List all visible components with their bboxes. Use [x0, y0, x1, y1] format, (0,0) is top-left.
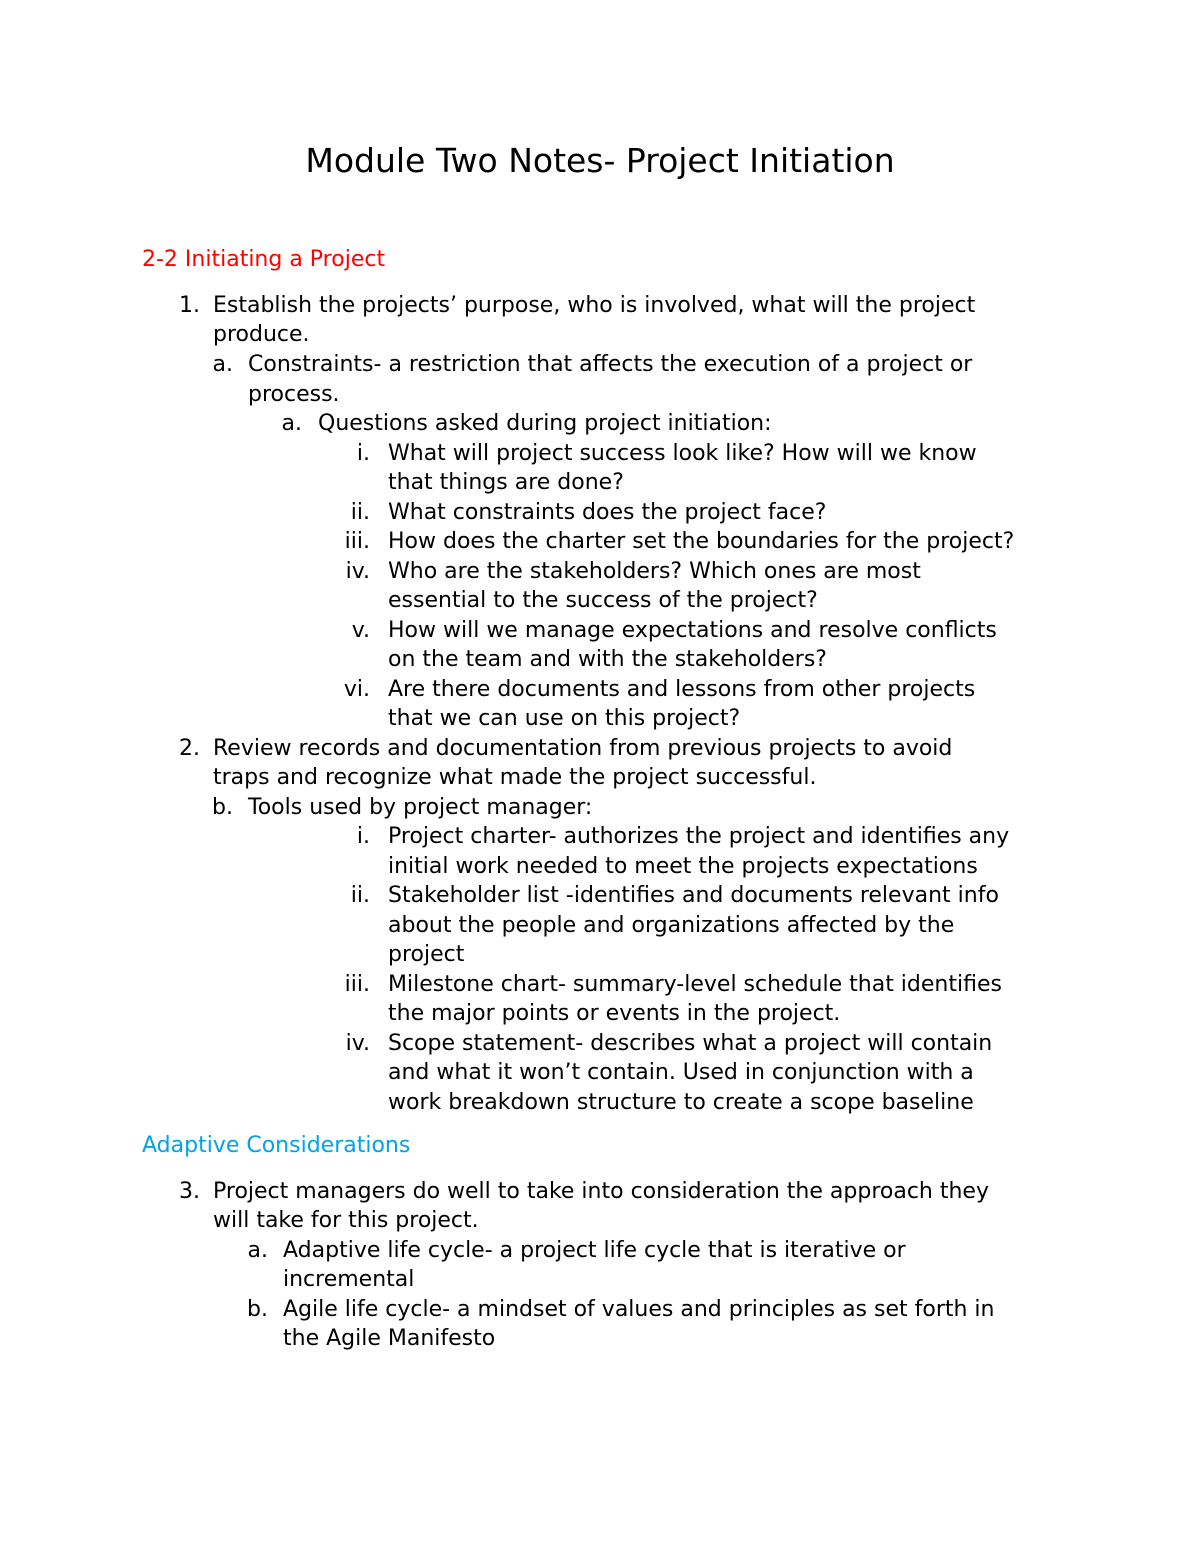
list-item-text: will take for this project.	[213, 1208, 479, 1233]
list-item-text: Constraints- a restriction that affects the execution of a project or	[248, 352, 973, 377]
list-marker: b.	[247, 1297, 268, 1322]
page-title: Module Two Notes- Project Initiation	[305, 141, 895, 180]
section-heading-adaptive: Adaptive Considerations	[142, 1133, 411, 1158]
list-marker: a.	[247, 1238, 268, 1263]
list-marker: i.	[356, 824, 370, 849]
list-item-text: Scope statement- describes what a project will contain	[388, 1031, 993, 1056]
list-item-text: about the people and organizations affected by the	[388, 913, 955, 938]
list-marker: iii.	[344, 972, 370, 997]
list-item-text: Tools used by project manager:	[248, 795, 593, 820]
list-item-text: Milestone chart- summary-level schedule that identifies	[388, 972, 1002, 997]
list-item-text: work breakdown structure to create a scope baseline	[388, 1090, 974, 1115]
list-item-text: What constraints does the project face?	[388, 500, 827, 525]
list-item-text: traps and recognize what made the project successful.	[213, 765, 817, 790]
list-item-text: Adaptive life cycle- a project life cycle that is iterative or	[283, 1238, 906, 1263]
list-marker: v.	[351, 618, 370, 643]
list-item-text: Project charter- authorizes the project and identifies any	[388, 824, 1010, 849]
list-item-text: that we can use on this project?	[388, 706, 741, 731]
list-marker: 1.	[179, 293, 200, 318]
list-marker: 2.	[179, 736, 200, 761]
list-marker: 3.	[179, 1179, 200, 1204]
list-marker: i.	[356, 441, 370, 466]
list-item-text: produce.	[213, 322, 310, 347]
list-item-text: Questions asked during project initiation:	[318, 411, 772, 436]
list-marker: iii.	[344, 529, 370, 554]
list-marker: a.	[212, 352, 233, 377]
list-marker: iv.	[345, 559, 370, 584]
list-item-text: the Agile Manifesto	[283, 1326, 496, 1351]
list-item-text: essential to the success of the project?	[388, 588, 818, 613]
list-item-text: process.	[248, 382, 340, 407]
list-item-text: on the team and with the stakeholders?	[388, 647, 827, 672]
list-item-text: Review records and documentation from previous projects to avoid	[213, 736, 953, 761]
list-item-text: Stakeholder list -identifies and documents relevant info	[388, 883, 999, 908]
list-item-text: Are there documents and lessons from other projects	[388, 677, 976, 702]
list-item-text: project	[388, 942, 465, 967]
list-item-text: Who are the stakeholders? Which ones are most	[388, 559, 921, 584]
list-marker: vi.	[343, 677, 370, 702]
list-item-text: that things are done?	[388, 470, 624, 495]
section-heading-initiating: 2-2 Initiating a Project	[142, 247, 386, 272]
list-item-text: Establish the projects’ purpose, who is involved, what will the project	[213, 293, 976, 318]
list-item-text: incremental	[283, 1267, 415, 1292]
list-item-text: What will project success look like? How will we know	[388, 441, 977, 466]
list-item-text: How does the charter set the boundaries for the project?	[388, 529, 1015, 554]
list-marker: iv.	[345, 1031, 370, 1056]
list-marker: ii.	[350, 500, 370, 525]
list-marker: b.	[212, 795, 233, 820]
list-item-text: Project managers do well to take into consideration the approach they	[213, 1179, 989, 1204]
list-item-text: How will we manage expectations and resolve conflicts	[388, 618, 997, 643]
list-item-text: the major points or events in the project.	[388, 1001, 841, 1026]
list-item-text: Agile life cycle- a mindset of values and principles as set forth in	[283, 1297, 995, 1322]
list-item-text: and what it won’t contain. Used in conjunction with a	[388, 1060, 974, 1085]
list-marker: a.	[281, 411, 302, 436]
list-item-text: initial work needed to meet the projects expectations	[388, 854, 978, 879]
list-marker: ii.	[350, 883, 370, 908]
